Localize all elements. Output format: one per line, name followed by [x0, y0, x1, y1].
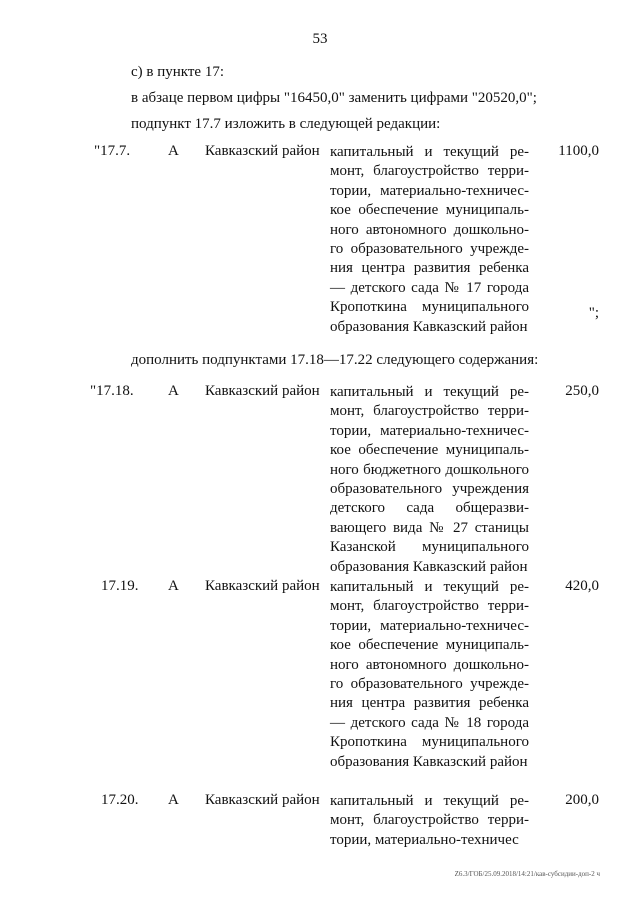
entry-category: А [168, 578, 179, 594]
entry-district: Кавказский район [205, 792, 320, 808]
entry-category: А [168, 792, 179, 808]
entry-category: А [168, 383, 179, 399]
entry-description: капитальный и текущий ремонт, благоустройство территории, материально-техническое обеспечение муниципального бюджетного дошкольного образовательного учреждения детского сада общеразвивающего вида № 27 станицы Казанской муниципального образования Кавказский район [330, 384, 529, 575]
paragraph-item-c: с) в пункте 17: [131, 64, 225, 80]
entry-district: Кавказский район [205, 143, 320, 159]
entry-number: "17.7. [94, 143, 131, 159]
entry-category: А [168, 143, 179, 159]
entry-number: 17.20. [101, 792, 139, 808]
entry-amount: 420,0 [565, 578, 599, 594]
entry-district: Кавказский район [205, 578, 320, 594]
entry-description: капитальный и текущий ремонт, благоустройство территории, материально-техническое обеспечение муниципального автономного дошкольного образовательного учреждения центра развития ребенка — детского сада № 18 города Кропоткина муниципального образования Кавказский район [330, 579, 529, 770]
paragraph-add-subitems: дополнить подпунктами 17.18—17.22 следующего содержания: [131, 352, 539, 368]
entry-amount: 200,0 [565, 792, 599, 808]
paragraph-replace-digits: в абзаце первом цифры "16450,0" заменить цифрами "20520,0"; [131, 90, 537, 106]
entry-closing-quote: "; [588, 305, 599, 321]
entry-number: "17.18. [90, 383, 134, 399]
paragraph-subitem-intro: подпункт 17.7 изложить в следующей редакции: [131, 116, 441, 132]
document-footer-code: Z6.3/ГОБ/25.09.2018/14:21/кав-субсидии-доп-2 ч [454, 870, 600, 878]
entry-amount: 250,0 [565, 383, 599, 399]
entry-district: Кавказский район [205, 383, 320, 399]
entry-number: 17.19. [101, 578, 139, 594]
entry-amount: 1100,0 [558, 143, 599, 159]
entry-description: капитальный и текущий ремонт, благоустройство территории, материально-техничес [330, 793, 529, 848]
entry-description: капитальный и текущий ремонт, благоустройство территории, материально-техническое обеспечение муниципального автономного дошкольного образовательного учреждения центра развития ребенка — детского сада № 17 города Кропоткина муниципального образования Кавказский район [330, 144, 529, 335]
page-number: 53 [312, 31, 328, 47]
